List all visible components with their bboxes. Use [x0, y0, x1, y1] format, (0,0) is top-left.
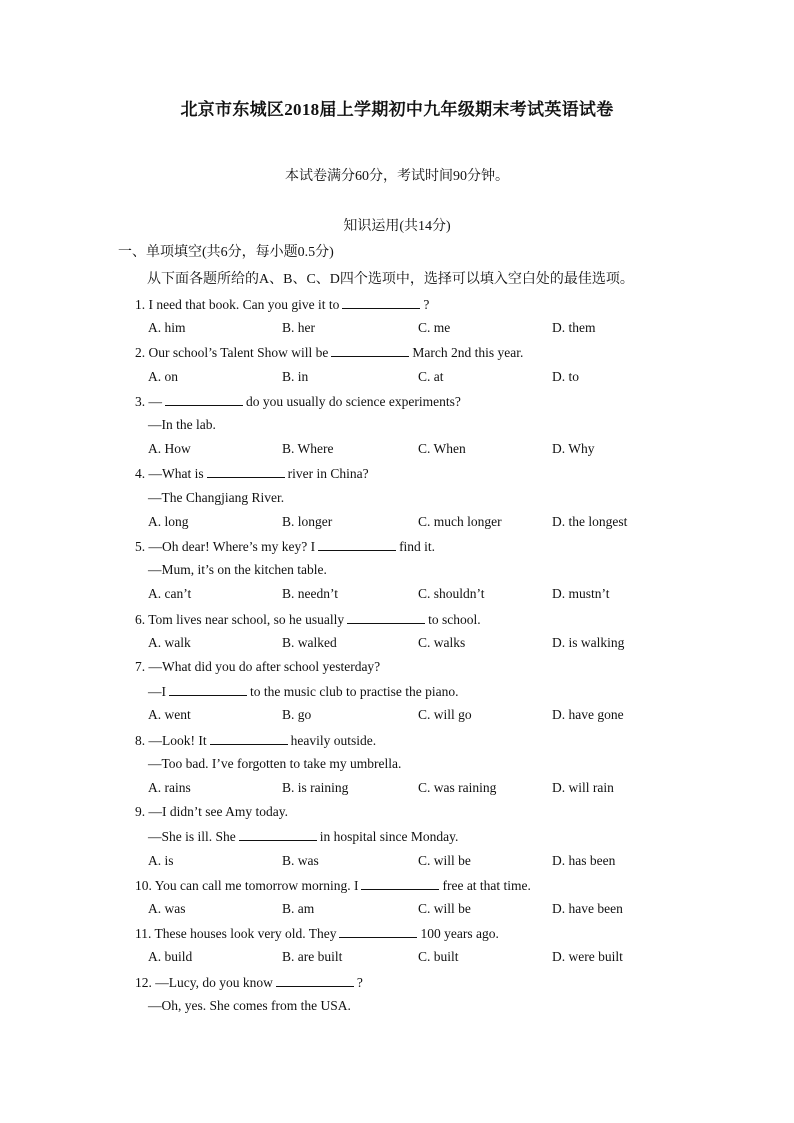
answer-option: B. needn’t [282, 586, 338, 602]
dialog-text: —I [148, 684, 166, 700]
dialog-text-after-blank: in hospital since Monday. [319, 829, 459, 845]
answer-option: D. has been [552, 852, 616, 868]
question-stem [135, 393, 461, 410]
answer-option: A. can’t [148, 586, 192, 602]
question-text-after-blank: March 2nd this year. [412, 345, 524, 361]
question-text-after-blank: to school. [428, 611, 481, 627]
answer-blank [165, 393, 243, 406]
answer-option: C. much longer [418, 513, 502, 529]
answer-option: A. walk [148, 634, 191, 650]
answer-option: D. have been [552, 901, 623, 916]
question-stem [135, 538, 435, 555]
answer-blank [318, 538, 396, 551]
question-stem [135, 465, 369, 482]
question-stem [135, 974, 363, 991]
question-text-after-blank: ? [356, 974, 363, 990]
question-text-after-blank: heavily outside. [290, 732, 377, 748]
question-stem [135, 804, 288, 820]
question-text: 5. —Oh dear! Where’s my key? I [135, 539, 316, 554]
answer-option: B. her [282, 320, 315, 336]
dialog-line: —The Changjiang River. [148, 489, 285, 505]
answer-option: C. will be [418, 852, 471, 868]
question-text: 6. Tom lives near school, so he usually [135, 611, 345, 627]
answer-option: D. will rain [552, 780, 614, 795]
answer-blank [207, 465, 285, 478]
section-heading: 知识运用(共14分) [343, 219, 451, 234]
dialog-text-after-blank: to the music club to practise the piano. [250, 684, 459, 700]
answer-option: D. them [552, 320, 596, 336]
part-heading: 一、单项填空(共6分，每小题0.5分) [118, 245, 334, 260]
answer-option: A. build [148, 949, 193, 965]
answer-option: D. is walking [552, 634, 625, 650]
answer-option: D. were built [552, 949, 623, 965]
answer-option: A. went [148, 707, 191, 723]
answer-option: A. How [148, 441, 191, 457]
answer-option: B. go [282, 707, 312, 723]
answer-option: D. to [552, 368, 579, 384]
answer-option: C. will go [418, 707, 472, 723]
dialog-line: —Mum, it’s on the kitchen table. [148, 562, 327, 578]
question-text-after-blank: find it. [399, 539, 436, 554]
question-stem [135, 877, 531, 894]
answer-option: C. built [418, 949, 459, 965]
answer-blank [239, 828, 317, 841]
answer-option: C. at [418, 368, 444, 384]
question-stem [135, 296, 429, 313]
answer-option: D. Why [552, 441, 595, 457]
answer-option: A. on [148, 368, 178, 384]
instruction-text: 从下面各题所给的A、B、C、D四个选项中，选择可以填入空白处的最佳选项。 [147, 272, 634, 287]
answer-blank [210, 732, 288, 745]
question-text: 4. —What is [135, 466, 204, 482]
dialog-text: —She is ill. She [148, 829, 236, 845]
exam-note: 本试卷满分60分，考试时间90分钟。 [285, 169, 509, 184]
dialog-line: —Oh, yes. She comes from the USA. [148, 997, 351, 1013]
question-text-after-blank: ? [423, 297, 430, 312]
answer-option: D. have gone [552, 707, 624, 723]
answer-option: B. was [282, 852, 319, 868]
answer-blank [331, 344, 409, 357]
answer-option: B. longer [282, 513, 333, 529]
question-text: 10. You can call me tomorrow morning. I [135, 877, 359, 893]
dialog-line [148, 683, 458, 700]
answer-option: C. shouldn’t [418, 586, 485, 602]
question-text: 1. I need that book. Can you give it to [135, 297, 340, 312]
answer-option: A. him [148, 320, 186, 336]
answer-option: C. will be [418, 901, 471, 916]
question-stem [135, 925, 499, 942]
question-text: 11. These houses look very old. They [135, 926, 337, 942]
answer-option: C. was raining [418, 780, 497, 795]
question-text-after-blank: river in China? [287, 466, 369, 482]
answer-blank [347, 611, 425, 624]
answer-option: D. the longest [552, 513, 628, 529]
question-stem [135, 732, 376, 749]
answer-option: B. is raining [282, 780, 349, 795]
answer-option: A. is [148, 852, 174, 868]
answer-option: A. rains [148, 780, 191, 795]
question-stem [135, 611, 481, 628]
answer-option: B. in [282, 368, 309, 384]
question-text-after-blank: do you usually do science experiments? [246, 393, 461, 409]
question-text: 7. —What did you do after school yesterday? [135, 659, 381, 674]
answer-blank [276, 974, 354, 987]
question-text-after-blank: 100 years ago. [420, 926, 499, 942]
answer-blank [342, 296, 420, 309]
answer-option: B. am [282, 901, 315, 916]
answer-option: B. Where [282, 441, 334, 457]
question-text: 9. —I didn’t see Amy today. [135, 804, 288, 820]
answer-option: B. are built [282, 949, 343, 965]
question-stem [135, 659, 380, 675]
answer-blank [339, 925, 417, 938]
page-title: 北京市东城区2018届上学期初中九年级期末考试英语试卷 [180, 100, 614, 119]
answer-option: A. was [148, 901, 186, 916]
dialog-line [148, 828, 458, 845]
question-text: 3. — [135, 393, 162, 409]
answer-option: A. long [148, 513, 189, 529]
question-text-after-blank: free at that time. [442, 877, 531, 893]
answer-blank [169, 683, 247, 696]
answer-option: C. me [418, 320, 451, 336]
question-stem [135, 344, 523, 361]
question-text: 8. —Look! It [135, 732, 207, 748]
question-text: 2. Our school’s Talent Show will be [135, 345, 329, 361]
answer-blank [361, 877, 439, 890]
dialog-line: —In the lab. [148, 417, 216, 432]
answer-option: B. walked [282, 634, 337, 650]
dialog-line: —Too bad. I’ve forgotten to take my umbrella. [148, 755, 402, 771]
answer-option: D. mustn’t [552, 586, 610, 602]
answer-option: C. When [418, 441, 466, 457]
question-text: 12. —Lucy, do you know [135, 974, 273, 990]
answer-option: C. walks [418, 634, 466, 650]
